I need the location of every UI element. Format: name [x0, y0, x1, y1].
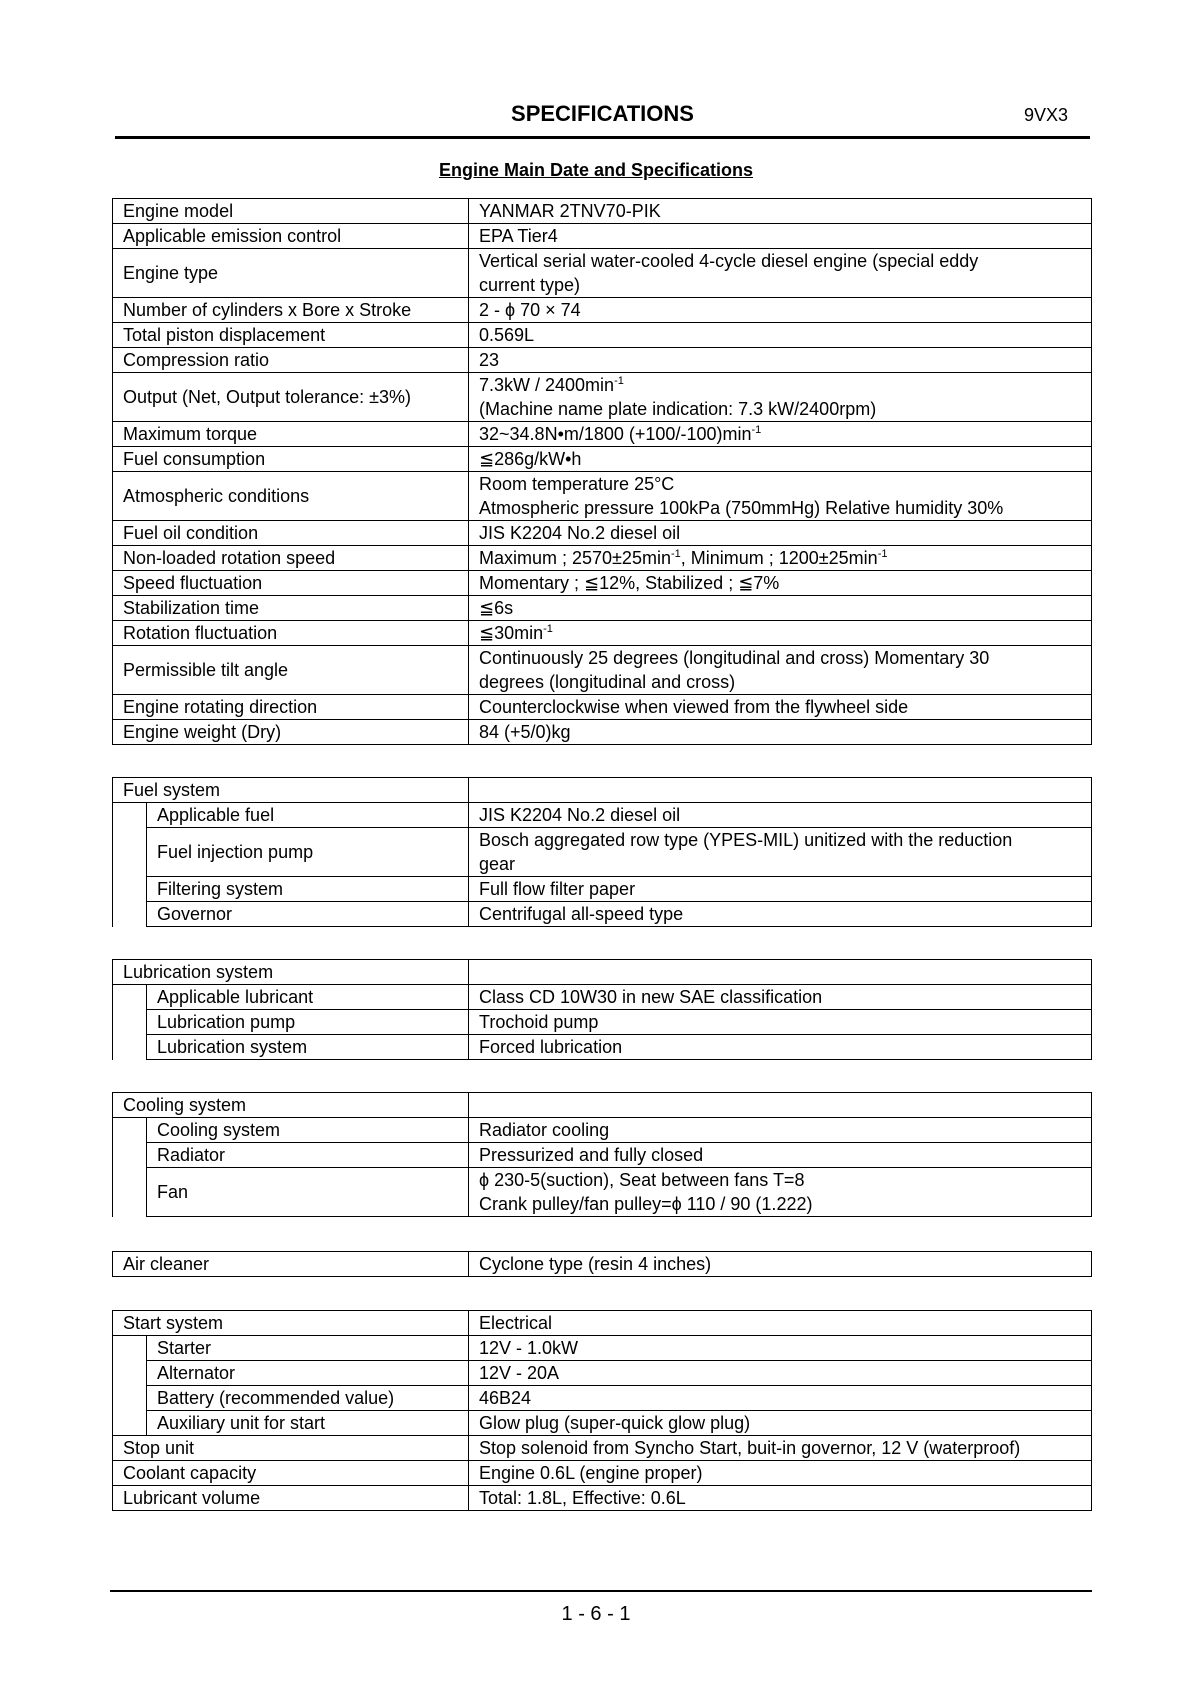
spec-value: 12V - 1.0kW [469, 1336, 1092, 1361]
table-row [113, 720, 1092, 745]
page-number: 1 - 6 - 1 [561, 1603, 631, 1625]
spec-label: Coolant capacity [113, 1461, 469, 1486]
spec-label: Maximum torque [113, 422, 469, 447]
indent-cell [113, 1118, 147, 1217]
spec-value: Radiator cooling [469, 1118, 1092, 1143]
table-row [113, 1118, 1092, 1143]
superscript: -1 [614, 375, 624, 387]
spec-label: Applicable emission control [113, 224, 469, 249]
table-row [113, 778, 1092, 803]
spec-label: Filtering system [147, 877, 469, 902]
table-row [113, 546, 1092, 571]
page-title: SPECIFICATIONS [511, 101, 694, 126]
spec-value [469, 778, 1092, 803]
spec-label: Cooling system [147, 1118, 469, 1143]
spec-label: Alternator [147, 1361, 469, 1386]
start-system-table [112, 1310, 1092, 1511]
spec-label: Lubrication system [147, 1035, 469, 1060]
indent-cell [113, 1336, 147, 1436]
spec-value: Engine 0.6L (engine proper) [469, 1461, 1092, 1486]
spec-value: 2 - ϕ 70 × 74 [469, 298, 1092, 323]
table-row [113, 224, 1092, 249]
table-row [113, 902, 1092, 927]
lubrication-system-table [112, 959, 1092, 1060]
spec-value: Cyclone type (resin 4 inches) [469, 1252, 1092, 1277]
spec-value: Centrifugal all-speed type [469, 902, 1092, 927]
spec-value: Forced lubrication [469, 1035, 1092, 1060]
spec-label: Radiator [147, 1143, 469, 1168]
page-header [115, 96, 1090, 139]
spec-value-text: 32~34.8N•m/1800 (+100/-100)min [479, 424, 752, 444]
spec-value: JIS K2204 No.2 diesel oil [469, 521, 1092, 546]
table-row [113, 828, 1092, 877]
spec-value [469, 1093, 1092, 1118]
table-row [113, 803, 1092, 828]
group-title: Lubrication system [113, 960, 469, 985]
table-row [113, 1143, 1092, 1168]
table-row [113, 348, 1092, 373]
spec-value: Trochoid pump [469, 1010, 1092, 1035]
group-title: Fuel system [113, 778, 469, 803]
spec-value-line: ϕ 230-5(suction), Seat between fans T=8 [479, 1170, 805, 1190]
spec-label: Air cleaner [113, 1252, 469, 1277]
table-row [113, 298, 1092, 323]
spec-label: Permissible tilt angle [113, 646, 469, 695]
spec-value [469, 960, 1092, 985]
spec-label: Fuel consumption [113, 447, 469, 472]
spec-label: Lubricant volume [113, 1486, 469, 1511]
table-row [113, 985, 1092, 1010]
air-cleaner-table [112, 1251, 1092, 1277]
superscript: -1 [670, 548, 681, 560]
spec-label: Stop unit [113, 1436, 469, 1461]
group-title: Cooling system [113, 1093, 469, 1118]
spec-label: Speed fluctuation [113, 571, 469, 596]
spec-label: Engine weight (Dry) [113, 720, 469, 745]
spec-value: EPA Tier4 [469, 224, 1092, 249]
table-row [113, 323, 1092, 348]
spec-label: Engine type [113, 249, 469, 298]
spec-value-line: current type) [479, 275, 581, 295]
spec-value: 0.569L [469, 323, 1092, 348]
spec-label: Auxiliary unit for start [147, 1411, 469, 1436]
spec-label: Engine model [113, 199, 469, 224]
indent-cell [113, 803, 147, 927]
table-row [113, 1461, 1092, 1486]
spec-value: Counterclockwise when viewed from the flywheel side [469, 695, 1092, 720]
table-row [113, 1035, 1092, 1060]
spec-value: Momentary ; ≦12%, Stabilized ; ≦7% [469, 571, 1092, 596]
table-row [113, 1386, 1092, 1411]
table-row [113, 1411, 1092, 1436]
table-row [113, 373, 1092, 422]
table-row [113, 1336, 1092, 1361]
spec-label: Non-loaded rotation speed [113, 546, 469, 571]
section-title: Engine Main Date and Specifications [438, 160, 754, 180]
spec-value: JIS K2204 No.2 diesel oil [469, 803, 1092, 828]
table-row [113, 646, 1092, 695]
engine-spec-table [112, 198, 1092, 745]
table-row [113, 695, 1092, 720]
spec-value [469, 546, 1092, 571]
spec-value: Glow plug (super-quick glow plug) [469, 1411, 1092, 1436]
spec-label: Output (Net, Output tolerance: ±3%) [113, 373, 469, 422]
spec-value: Class CD 10W30 in new SAE classification [469, 985, 1092, 1010]
table-row [113, 1252, 1092, 1277]
spec-value-text: ≦30min [479, 623, 544, 643]
spec-value-line: Atmospheric pressure 100kPa (750mmHg) Relative humidity 30% [479, 498, 1004, 518]
table-row [113, 571, 1092, 596]
table-row [113, 960, 1092, 985]
spec-value-line: Continuously 25 degrees (longitudinal and cross) Momentary 30 [479, 648, 990, 668]
table-row [113, 1093, 1092, 1118]
spec-label: Rotation fluctuation [113, 621, 469, 646]
spec-value [469, 646, 1092, 695]
footer-rule [110, 1590, 1092, 1592]
spec-value [469, 249, 1092, 298]
spec-value: 46B24 [469, 1386, 1092, 1411]
spec-label: Number of cylinders x Bore x Stroke [113, 298, 469, 323]
spec-label: Stabilization time [113, 596, 469, 621]
spec-label: Fuel injection pump [147, 828, 469, 877]
document-code: 9VX3 [1023, 105, 1068, 125]
spec-value: ≦6s [469, 596, 1092, 621]
spec-value-text: Maximum ; 2570±25min [479, 548, 671, 568]
spec-label: Battery (recommended value) [147, 1386, 469, 1411]
spec-value-line: (Machine name plate indication: 7.3 kW/2400rpm) [479, 399, 877, 419]
spec-value: Stop solenoid from Syncho Start, buit-in governor, 12 V (waterproof) [469, 1436, 1092, 1461]
table-row [113, 596, 1092, 621]
table-row [113, 1436, 1092, 1461]
spec-value-line: degrees (longitudinal and cross) [479, 672, 736, 692]
spec-label: Applicable fuel [147, 803, 469, 828]
table-row [113, 472, 1092, 521]
fuel-system-table [112, 777, 1092, 927]
spec-value: 23 [469, 348, 1092, 373]
cooling-system-table [112, 1092, 1092, 1217]
spec-label: Governor [147, 902, 469, 927]
spec-value-line: Bosch aggregated row type (YPES-MIL) unitized with the reduction [479, 830, 1013, 850]
spec-value-line: Vertical serial water-cooled 4-cycle diesel engine (special eddy [479, 251, 979, 271]
spec-label: Fan [147, 1168, 469, 1217]
spec-label: Engine rotating direction [113, 695, 469, 720]
table-row [113, 199, 1092, 224]
spec-value: Electrical [469, 1311, 1092, 1336]
spec-value-line: Room temperature 25°C [479, 474, 675, 494]
table-row [113, 521, 1092, 546]
spec-value [469, 373, 1092, 422]
spec-value: Total: 1.8L, Effective: 0.6L [469, 1486, 1092, 1511]
group-title: Start system [113, 1311, 469, 1336]
table-row [113, 447, 1092, 472]
table-row [113, 1010, 1092, 1035]
spec-label: Fuel oil condition [113, 521, 469, 546]
spec-value-text: , Minimum ; 1200±25min [680, 548, 878, 568]
spec-value-line [479, 373, 1081, 397]
spec-value: Full flow filter paper [469, 877, 1092, 902]
spec-value: 84 (+5/0)kg [469, 720, 1092, 745]
superscript: -1 [877, 548, 888, 560]
spec-label: Lubrication pump [147, 1010, 469, 1035]
spec-label: Compression ratio [113, 348, 469, 373]
table-row [113, 1311, 1092, 1336]
spec-value-line: gear [479, 854, 516, 874]
spec-label: Total piston displacement [113, 323, 469, 348]
spec-label: Starter [147, 1336, 469, 1361]
spec-value: Pressurized and fully closed [469, 1143, 1092, 1168]
spec-value [469, 828, 1092, 877]
table-row [113, 249, 1092, 298]
spec-value [469, 621, 1092, 646]
spec-value [469, 422, 1092, 447]
table-row [113, 877, 1092, 902]
spec-value [469, 472, 1092, 521]
spec-value-text: 7.3kW / 2400min [479, 375, 615, 395]
spec-value: 12V - 20A [469, 1361, 1092, 1386]
spec-value: YANMAR 2TNV70-PIK [469, 199, 1092, 224]
spec-value [469, 1168, 1092, 1217]
spec-value-line: Crank pulley/fan pulley=ϕ 110 / 90 (1.222) [479, 1194, 813, 1214]
spec-value: ≦286g/kW•h [469, 447, 1092, 472]
spec-label: Applicable lubricant [147, 985, 469, 1010]
table-row [113, 1486, 1092, 1511]
table-row [113, 1361, 1092, 1386]
table-row [113, 422, 1092, 447]
indent-cell [113, 985, 147, 1060]
superscript: -1 [751, 424, 762, 436]
table-row [113, 1168, 1092, 1217]
spec-label: Atmospheric conditions [113, 472, 469, 521]
table-row [113, 621, 1092, 646]
superscript: -1 [543, 623, 553, 635]
